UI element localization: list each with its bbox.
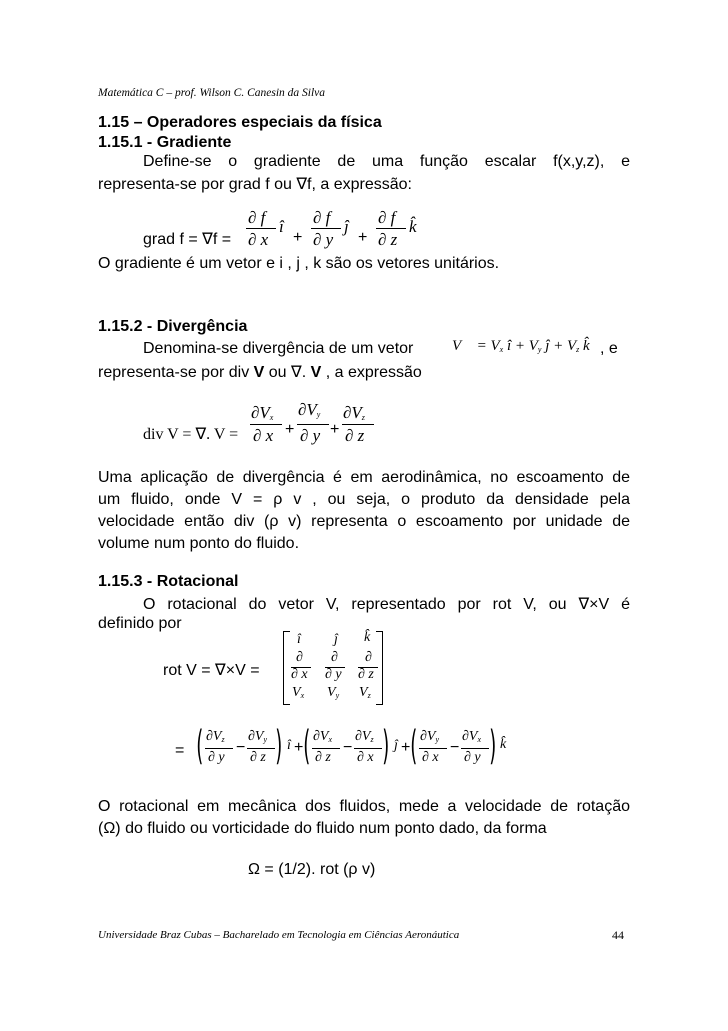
frac-denominator: ∂ z	[250, 750, 266, 765]
divergence-para-3: velocidade então div (ρ v) representa o escoamento por unidade de	[98, 513, 630, 530]
frac-numerator: $\partial V_y$	[248, 729, 268, 744]
unit-vector-k: k̂	[409, 217, 417, 236]
divergence-formula-lhs: div V = ∇. V =	[143, 426, 239, 443]
curl-line-1: O rotacional do vetor V, representado por rot V, ou ∇×V é	[143, 596, 630, 613]
divergence-para-4: volume num ponto do fluido.	[98, 535, 300, 552]
fraction-bar	[342, 424, 374, 425]
frac-denominator: ∂ x	[248, 230, 269, 249]
fraction-bar	[297, 424, 329, 425]
curl-equals: =	[175, 742, 185, 759]
frac-denominator: ∂ x	[422, 750, 439, 765]
paren-open: (	[410, 723, 418, 769]
plus-sign: +	[293, 229, 303, 246]
plus-sign: +	[285, 421, 295, 438]
divergence-line-1-end: , e	[600, 340, 618, 357]
gradient-title: 1.15.1 - Gradiente	[98, 134, 232, 151]
det-vy: $V_y$	[327, 685, 340, 700]
section-title: 1.15 – Operadores especiais da física	[98, 114, 382, 131]
unit-vector-j: ĵ	[394, 738, 398, 753]
divergence-line-1: Denomina-se divergência de um vetor	[143, 340, 414, 357]
vorticity-formula: Ω = (1/2). rot (ρ v)	[248, 861, 376, 878]
frac-denominator: ∂ y	[313, 230, 334, 249]
fraction-bar	[311, 228, 341, 229]
gradient-after: O gradiente é um vetor e i , j , k são os vetores unitários.	[98, 255, 500, 272]
det-k: k̂	[364, 630, 371, 645]
fraction-bar	[205, 748, 233, 749]
curl-title: 1.15.3 - Rotacional	[98, 573, 239, 590]
frac-numerator: $\partial V_z$	[343, 403, 365, 422]
frac-denominator: ∂ y	[208, 750, 225, 765]
fraction-bar	[354, 748, 382, 749]
vector-v-definition: V⃗ = $V_x$ î + $V_y$ ĵ + $V_z$ k̂	[452, 338, 590, 354]
det-j: ĵ	[334, 632, 338, 647]
fraction-bar	[312, 748, 340, 749]
divergence-title: 1.15.2 - Divergência	[98, 318, 248, 335]
fraction-bar	[461, 748, 489, 749]
left-bracket	[283, 631, 290, 705]
divergence-para-2: um fluido, onde V = ρ v , ou seja, o produto da densidade pela	[98, 491, 630, 508]
minus-sign: −	[450, 739, 460, 756]
minus-sign: −	[343, 739, 353, 756]
det-partial: ∂	[331, 650, 338, 665]
det-dy: ∂ y	[325, 667, 342, 682]
gradient-formula-lhs: grad f = ∇f =	[143, 231, 232, 248]
unit-vector-i: î	[279, 217, 284, 236]
frac-numerator: $\partial V_x$	[462, 729, 482, 744]
frac-numerator: $\partial V_x$	[251, 403, 274, 422]
paren-open: (	[196, 723, 204, 769]
right-bracket	[376, 631, 383, 705]
divergence-para-1: Uma aplicação de divergência é em aerodinâmica, no escoamento de	[98, 469, 630, 486]
det-dz: ∂ z	[358, 667, 374, 682]
frac-denominator: ∂ z	[378, 230, 398, 249]
curl-para-2: (Ω) do fluido ou vorticidade do fluido num ponto dado, da forma	[98, 820, 547, 837]
frac-numerator: ∂ f	[378, 208, 396, 227]
minus-sign: −	[236, 739, 246, 756]
fraction-bar	[376, 228, 406, 229]
det-dx: ∂ x	[291, 667, 308, 682]
paren-close: )	[382, 723, 390, 769]
det-vx: $V_x$	[292, 685, 305, 700]
frac-denominator: ∂ x	[253, 426, 274, 445]
frac-numerator: $\partial V_z$	[206, 729, 225, 744]
curl-line-2: definido por	[98, 615, 182, 632]
paren-close: )	[275, 723, 283, 769]
frac-numerator: $\partial V_z$	[355, 729, 374, 744]
page-header: Matemática C – prof. Wilson C. Canesin da Silva	[98, 87, 326, 99]
page-number: 44	[612, 928, 624, 942]
paren-open: (	[303, 723, 311, 769]
curl-para-1: O rotacional em mecânica dos fluidos, mede a velocidade de rotação	[98, 798, 630, 815]
unit-vector-k: k̂	[500, 737, 507, 752]
frac-denominator: ∂ z	[345, 426, 365, 445]
divergence-line-2: representa-se por div V ou ∇. V , a expressão	[98, 364, 422, 381]
plus-sign: +	[358, 229, 368, 246]
frac-numerator: ∂ f	[248, 208, 266, 227]
plus-sign: +	[294, 739, 304, 756]
frac-numerator: $\partial V_x$	[313, 729, 333, 744]
plus-sign: +	[401, 739, 411, 756]
det-vz: $V_z$	[359, 685, 371, 700]
page-footer: Universidade Braz Cubas – Bacharelado em Tecnologia em Ciências Aeronáutica	[98, 929, 460, 941]
frac-numerator: ∂ f	[313, 208, 331, 227]
unit-vector-j: ĵ	[344, 217, 349, 236]
det-partial: ∂	[365, 650, 372, 665]
frac-denominator: ∂ y	[464, 750, 481, 765]
gradient-line-2: representa-se por grad f ou ∇f, a expressão:	[98, 176, 412, 193]
det-i: î	[297, 632, 301, 647]
plus-sign: +	[330, 421, 340, 438]
curl-formula-lhs: rot V = ∇×V =	[163, 662, 260, 679]
frac-numerator: $\partial V_y$	[420, 729, 440, 744]
gradient-line-1: Define-se o gradiente de uma função escalar f(x,y,z), e	[143, 153, 630, 170]
det-partial: ∂	[296, 650, 303, 665]
paren-close: )	[489, 723, 497, 769]
fraction-bar	[246, 228, 276, 229]
unit-vector-i: î	[287, 738, 291, 753]
fraction-bar	[419, 748, 447, 749]
fraction-bar	[250, 424, 282, 425]
frac-numerator: $\partial V_y$	[298, 400, 321, 419]
frac-denominator: ∂ x	[357, 750, 374, 765]
frac-denominator: ∂ z	[315, 750, 331, 765]
frac-denominator: ∂ y	[300, 426, 321, 445]
fraction-bar	[247, 748, 275, 749]
